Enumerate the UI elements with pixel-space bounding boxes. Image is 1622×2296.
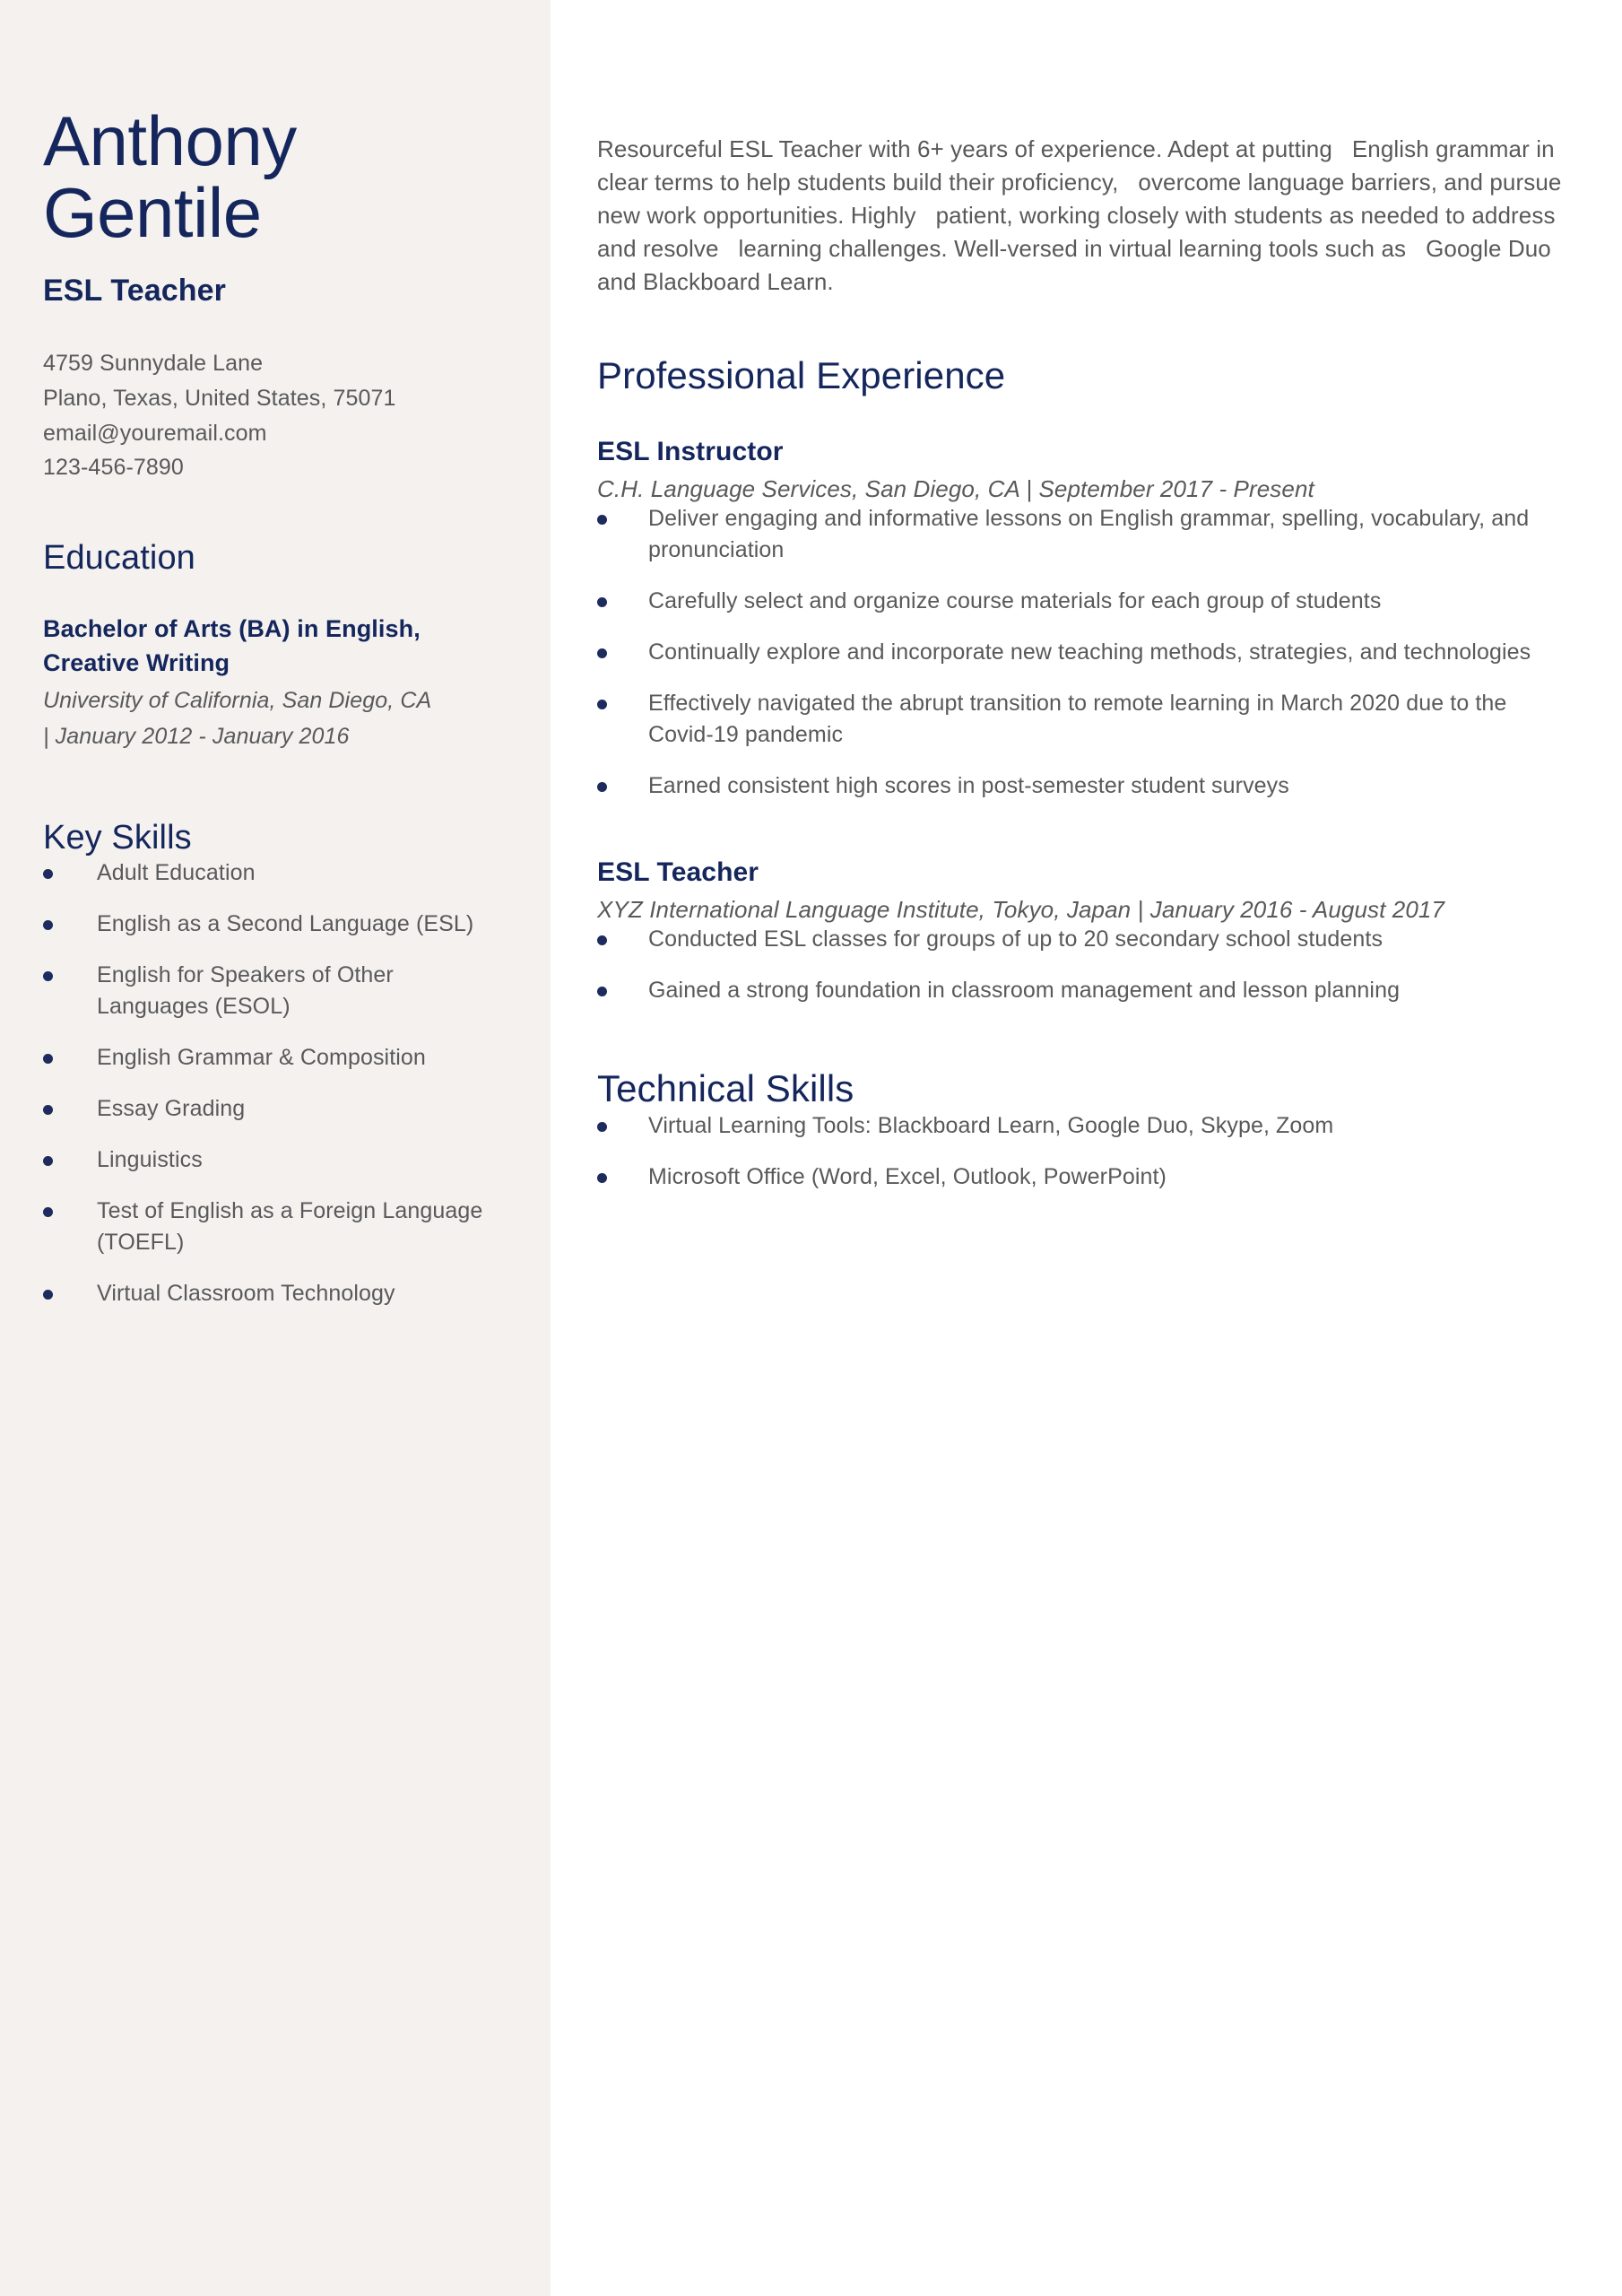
contact-street: 4759 Sunnydale Lane (43, 351, 264, 377)
list-item (597, 1110, 1571, 1142)
bullet-icon (597, 515, 607, 525)
bullet-icon (43, 869, 53, 879)
key-skill-text: Adult Education (97, 860, 256, 886)
bullet-icon (597, 987, 607, 996)
experience-bullet-text: Effectively navigated the abrupt transition to remote learning in March 2020 due to the Covid-19 pandemic (648, 690, 1507, 747)
list-item (597, 1161, 1571, 1193)
bullet-icon (597, 1173, 607, 1183)
experience-bullets (597, 503, 1571, 802)
key-skills-heading: Key Skills (43, 819, 192, 857)
list-item (43, 1144, 507, 1176)
experience-entry (597, 437, 1571, 802)
bullet-icon (43, 1054, 53, 1064)
education-entry (43, 612, 507, 752)
list-item (43, 857, 507, 889)
bullet-icon (597, 700, 607, 709)
education-heading: Education (43, 539, 195, 578)
bullet-icon (597, 648, 607, 658)
technical-skill-text: Microsoft Office (Word, Excel, Outlook, PowerPoint) (648, 1163, 1167, 1189)
bullet-icon (43, 1207, 53, 1217)
list-item (597, 637, 1571, 668)
education-institution: University of California, San Diego, CA (43, 687, 432, 713)
list-item (43, 1093, 507, 1125)
bullet-icon (597, 782, 607, 792)
education-degree: Bachelor of Arts (BA) in English, Creative Writing (43, 615, 421, 677)
professional-summary: Resourceful ESL Teacher with 6+ years of experience. Adept at putting English grammar in clear terms to help students build their proficiency, overcome language barriers, and pursue new work opportunities. Highly patient, working closely with students as needed to address and resolve learning challenges. Well-versed in virtual learning tools such as Google Duo and Blackboard Learn. (597, 135, 1568, 295)
experience-bullet-text: Carefully select and organize course materials for each group of students (648, 587, 1382, 613)
contact-email: email@youremail.com (43, 420, 267, 446)
list-item (597, 770, 1571, 802)
technical-skills-list (597, 1110, 1571, 1193)
list-item (43, 960, 507, 1022)
experience-company-dates: XYZ International Language Institute, Tokyo, Japan | January 2016 - August 2017 (597, 895, 1445, 923)
experience-company-dates: C.H. Language Services, San Diego, CA | September 2017 - Present (597, 474, 1314, 502)
key-skill-text: Test of English as a Foreign Language (TOEFL) (97, 1198, 483, 1256)
key-skill-text: English Grammar & Composition (97, 1045, 426, 1071)
bullet-icon (597, 1122, 607, 1132)
list-item (597, 975, 1571, 1006)
bullet-icon (43, 1290, 53, 1300)
list-item (43, 1042, 507, 1074)
list-item (43, 1278, 507, 1309)
candidate-name (43, 101, 429, 252)
sidebar (0, 0, 551, 2296)
key-skill-text: Linguistics (97, 1147, 203, 1173)
key-skills-list (43, 857, 507, 1309)
contact-city-state-zip: Plano, Texas, United States, 75071 (43, 385, 396, 411)
key-skill-text: Essay Grading (97, 1096, 246, 1122)
experience-bullets (597, 924, 1571, 1006)
experience-entry (597, 857, 1571, 1006)
professional-experience-heading: Professional Experience (597, 353, 1006, 396)
list-item (43, 909, 507, 940)
bullet-icon (597, 935, 607, 945)
list-item (597, 688, 1571, 751)
list-item (43, 1196, 507, 1258)
key-skill-text: English for Speakers of Other Languages (ESOL) (97, 962, 394, 1020)
education-dates: | January 2012 - January 2016 (43, 724, 350, 749)
experience-bullet-text: Continually explore and incorporate new teaching methods, strategies, and technologies (648, 639, 1531, 665)
list-item (597, 586, 1571, 617)
main-column (551, 0, 1622, 2296)
candidate-last-name: Gentile (43, 172, 262, 252)
experience-role: ESL Teacher (597, 857, 759, 887)
candidate-job-title: ESL Teacher (43, 274, 226, 309)
experience-role: ESL Instructor (597, 436, 784, 466)
key-skill-text: English as a Second Language (ESL) (97, 911, 474, 937)
experience-bullet-text: Gained a strong foundation in classroom management and lesson planning (648, 977, 1401, 1003)
bullet-icon (43, 1156, 53, 1166)
experience-bullet-text: Earned consistent high scores in post-semester student surveys (648, 772, 1289, 798)
bullet-icon (43, 1105, 53, 1115)
contact-block (43, 346, 507, 485)
technical-skill-text: Virtual Learning Tools: Blackboard Learn, Google Duo, Skype, Zoom (648, 1112, 1334, 1138)
technical-skills-heading: Technical Skills (597, 1066, 854, 1109)
experience-bullet-text: Conducted ESL classes for groups of up to 20 secondary school students (648, 926, 1383, 952)
list-item (597, 924, 1571, 955)
bullet-icon (43, 920, 53, 930)
key-skill-text: Virtual Classroom Technology (97, 1281, 395, 1307)
candidate-first-name: Anthony (43, 101, 297, 180)
experience-bullet-text: Deliver engaging and informative lessons on English grammar, spelling, vocabulary, and pronunciation (648, 505, 1530, 562)
bullet-icon (597, 597, 607, 607)
bullet-icon (43, 971, 53, 981)
contact-phone: 123-456-7890 (43, 455, 184, 481)
list-item (597, 503, 1571, 566)
